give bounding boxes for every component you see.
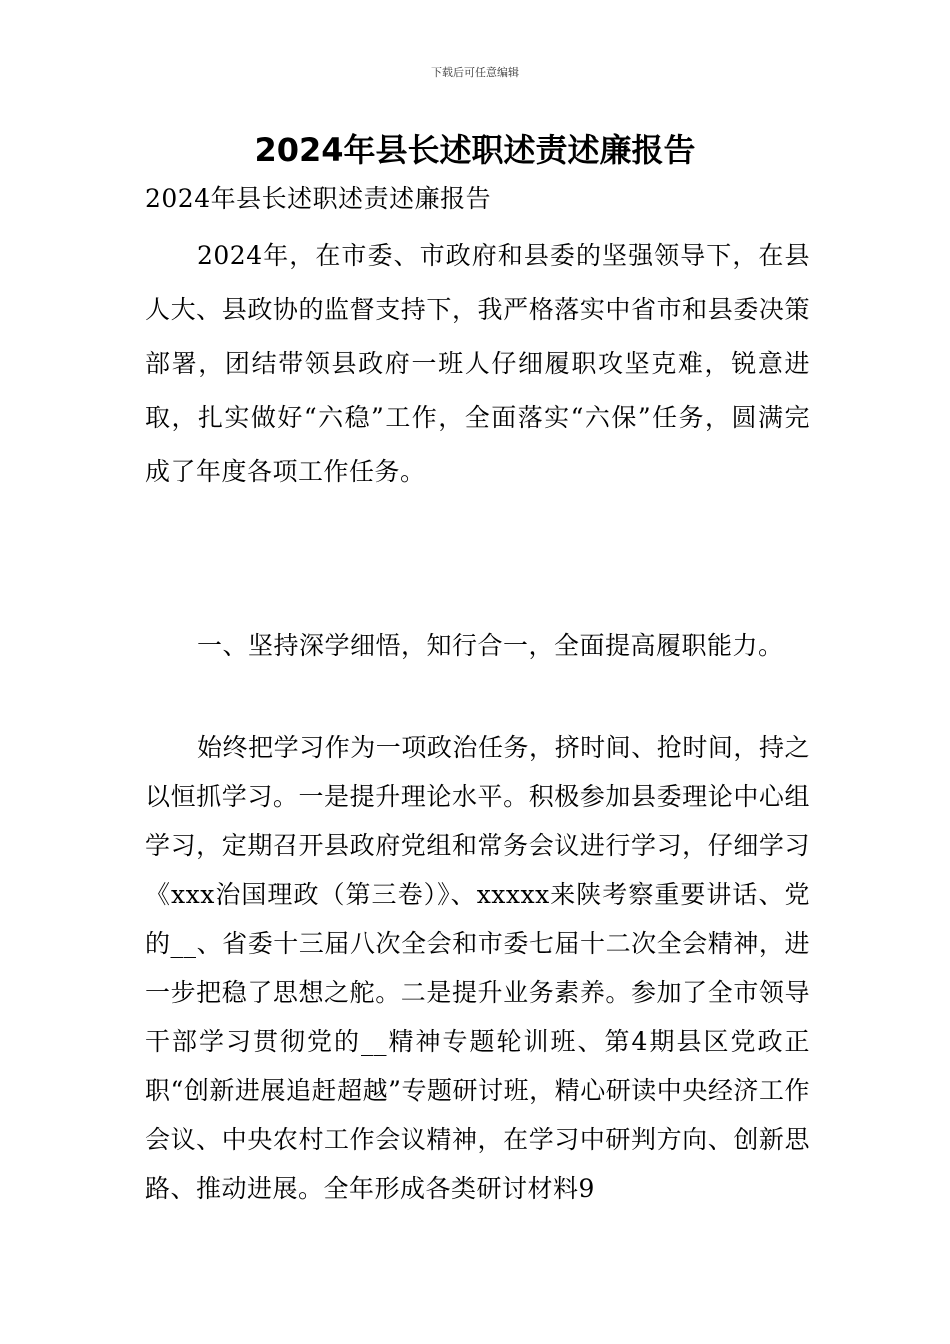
section-one-paragraph: 始终把学习作为一项政治任务，挤时间、抢时间，持之以恒抓学习。一是提升理论水平。积极参加县委理论中心组学习，定期召开县政府党组和常务会议进行学习，仔细学习《xxx治国理政（第三卷）》、xxxxx来陕考察重要讲话、党的__、省委十三届八次全会和市委七届十二次全会精神，进一步把稳了思想之舵。二是提升业务素养。参加了全市领导干部学习贯彻党的__精神专题轮训班、第4期县区党政正职“创新进展追赶超越”专题研讨班，精心研读中央经济工作会议、中央农村工作会议精神，在学习中研判方向、创新思路、推动进展。全年形成各类研讨材料9 (145, 733, 810, 1203)
header-note: 下载后可任意编辑 (431, 66, 519, 79)
section-one-heading: 一、坚持深学细悟，知行合一，全面提高履职能力。 (197, 631, 784, 660)
document-subtitle: 2024年县长述职述责述廉报告 (145, 184, 492, 213)
intro-paragraph: 2024年，在市委、市政府和县委的坚强领导下，在县人大、县政协的监督支持下，我严格落实中省市和县委决策部署，团结带领县政府一班人仔细履职攻坚克难，锐意进取，扎实做好“六稳”工作，全面落实“六保”任务，圆满完成了年度各项工作任务。 (145, 241, 810, 486)
document-title: 2024年县长述职述责述廉报告 (254, 131, 696, 169)
